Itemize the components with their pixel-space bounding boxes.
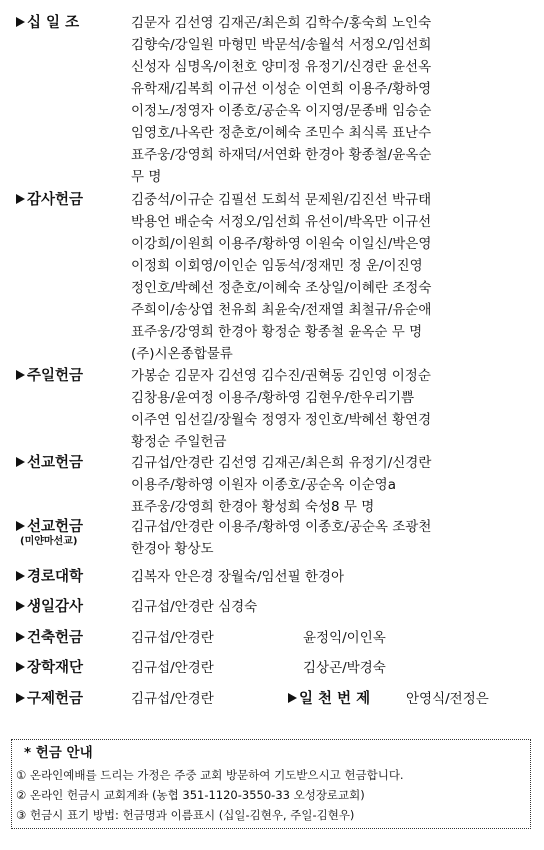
row-names: 김복자 안은경 장월숙/임선필 한경아 [131, 569, 345, 585]
notice-line: ② 온라인 헌금시 교회계좌 (농협 351-1120-3550-33 오성장로교회) [16, 788, 365, 802]
name-line: 김규섭/안경란 이용주/황하영 이종호/공순옥 조광천 [131, 519, 432, 535]
row-names: 김규섭/안경란 [131, 660, 214, 676]
row-relief [0, 688, 544, 710]
section-label: 장학재단 [16, 657, 130, 679]
name-list [131, 365, 536, 453]
name-line: 한경아 황상도 [131, 541, 214, 557]
name-line: 이정희 이회영/이인순 임동석/정재민 정 운/이진영 [131, 258, 423, 274]
name-line: 이강희/이원희 이용주/황하영 이원숙 이일신/박은영 [131, 236, 432, 252]
row-names-right: 김상곤/박경숙 [303, 660, 386, 676]
section-label: 십 일 조 [16, 12, 130, 34]
triangle-bullet-icon [16, 17, 25, 27]
name-list [131, 452, 536, 518]
name-list [131, 12, 536, 188]
row-names: 김규섭/안경란 [131, 691, 214, 707]
name-line: (주)시온종합물류 [131, 346, 233, 362]
section-label: 감사헌금 [16, 189, 130, 211]
section-label: 건축헌금 [16, 627, 130, 649]
offering-notice-box [11, 739, 531, 829]
name-line: 박용언 배순숙 서정오/임선희 유선이/박옥만 이규선 [131, 214, 432, 230]
name-line: 표주웅/강영희 한경아 황정순 황종철 윤옥순 무 명 [131, 324, 423, 340]
name-line: 무 명 [131, 169, 162, 185]
name-list [131, 189, 536, 365]
row-names: 김규섭/안경란 심경숙 [131, 599, 258, 615]
name-line: 표주웅/강영희 한경아 황성희 숙성8 무 명 [131, 499, 375, 515]
row-building [0, 627, 544, 649]
triangle-bullet-icon [16, 601, 25, 611]
section-label: 구제헌금 [16, 688, 130, 710]
notice-line: ③ 헌금시 표기 방법: 헌금명과 이름표시 (십일-김현우, 주일-김현우) [16, 808, 355, 822]
name-line: 임영호/나옥란 정춘호/이혜숙 조민수 최식록 표난수 [131, 125, 432, 141]
name-line: 표주웅/강영희 하재덕/서연화 한경아 황종철/윤옥순 [131, 147, 432, 163]
name-line: 신성자 심명옥/이천호 양미정 유정기/신경란 윤선옥 [131, 59, 432, 75]
name-line: 정인호/박혜선 정춘호/이혜숙 조상일/이혜란 조정숙 [131, 280, 432, 296]
name-line: 김창용/윤여정 이용주/황하영 김현우/한우리기쁨 [131, 390, 415, 406]
triangle-bullet-icon [16, 662, 25, 672]
triangle-bullet-icon [16, 194, 25, 204]
triangle-bullet-icon [16, 693, 25, 703]
name-line: 김향숙/강일원 마형민 박문석/송월석 서정오/임선희 [131, 37, 432, 53]
row-scholarship [0, 657, 544, 679]
name-line: 황정순 주일헌금 [131, 434, 227, 450]
triangle-bullet-icon [16, 632, 25, 642]
row-senior-college [0, 566, 544, 588]
triangle-bullet-icon [16, 521, 25, 531]
triangle-bullet-icon [16, 457, 25, 467]
section-label: 생일감사 [16, 596, 130, 618]
name-line: 유학재/김복희 이규선 이성순 이연희 이용주/황하영 [131, 81, 432, 97]
section-label: 선교헌금 [16, 452, 130, 474]
section-label: 선교헌금 [16, 516, 130, 538]
row-label-right: 일 천 번 제 [288, 688, 370, 710]
row-names-right: 윤정익/이인옥 [303, 630, 386, 646]
name-line: 가봉순 김문자 김선영 김수진/권혁동 김인영 이정순 [131, 368, 431, 384]
name-list [131, 516, 536, 560]
name-line: 김문자 김선영 김재곤/최은희 김학수/홍숙희 노인숙 [131, 15, 432, 31]
section-sublabel: (미얀마선교) [20, 536, 78, 547]
name-line: 주희이/송상엽 천유희 최윤숙/전재열 최철규/유순애 [131, 302, 432, 318]
notice-line: ① 온라인예배를 드리는 가정은 주중 교회 방문하여 기도받으시고 헌금합니다. [16, 768, 404, 782]
name-line: 김규섭/안경란 김선영 김재곤/최은희 유정기/신경란 [131, 455, 432, 471]
section-label: 경로대학 [16, 566, 130, 588]
notice-title: * 헌금 안내 [24, 745, 93, 761]
triangle-bullet-icon [16, 571, 25, 581]
name-line: 김중석/이규순 김필선 도희석 문제원/김진선 박규태 [131, 192, 432, 208]
name-line: 이주연 임선길/장월숙 정영자 정인호/박혜선 황연경 [131, 412, 432, 428]
row-birthday [0, 596, 544, 618]
name-line: 이정노/정영자 이종호/공순옥 이지영/문종배 임승순 [131, 103, 432, 119]
row-names-right: 안영식/전정은 [406, 691, 489, 707]
name-line: 이용주/황하영 이원자 이종호/공순옥 이순영a [131, 477, 396, 493]
row-names: 김규섭/안경란 [131, 630, 214, 646]
triangle-bullet-icon [16, 370, 25, 380]
section-label: 주일헌금 [16, 365, 130, 387]
triangle-bullet-icon [288, 693, 297, 703]
